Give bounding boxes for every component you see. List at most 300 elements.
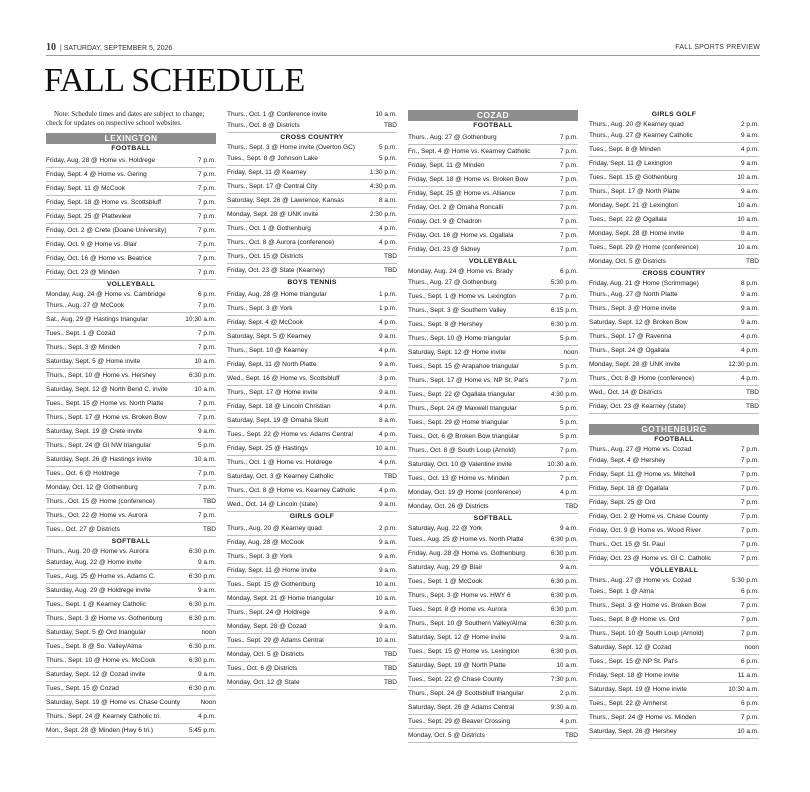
event-time: 10:30 a.m. bbox=[728, 686, 759, 693]
event-time: 10 a.m. bbox=[375, 595, 397, 602]
event-text: Thurs., Oct. 8 @ South Loup (Arnold) bbox=[408, 447, 516, 454]
event-time: 10:30 a.m. bbox=[185, 316, 216, 323]
event-text: Monday, Oct. 5 @ Districts bbox=[408, 732, 485, 739]
schedule-row bbox=[589, 279, 759, 288]
schedule-row bbox=[589, 725, 759, 739]
event-time: 4 p.m. bbox=[740, 375, 759, 382]
event-time: TBD bbox=[384, 122, 397, 129]
event-text: Thurs., Sept. 17 @ Home vs. Broken Bow bbox=[46, 414, 167, 421]
event-text: Friday, Sept. 11 @ Minden bbox=[408, 162, 485, 169]
event-text: Tues., Sept. 15 @ Home vs. North Platte bbox=[46, 400, 164, 407]
event-text: Thurs., Aug. 20 @ Kearney quad bbox=[589, 121, 684, 128]
event-time: 7 p.m. bbox=[197, 213, 216, 220]
event-text: Thurs., Sept. 17 @ Ravenna bbox=[589, 333, 672, 340]
schedule-row bbox=[408, 267, 578, 276]
event-text: Saturday, Sept. 26 @ Lawrence, Kansas bbox=[227, 197, 345, 204]
schedule-row bbox=[46, 710, 216, 724]
schedule-row bbox=[408, 215, 578, 229]
event-text: Thurs., Sept. 24 @ Home vs. Minden bbox=[589, 714, 697, 721]
event-time: 5 p.m. bbox=[559, 363, 578, 370]
schedule-note: Note: Schedule times and dates are subject to change; check for updates on respective school websites. bbox=[46, 110, 205, 127]
schedule-row bbox=[589, 227, 759, 241]
schedule-row bbox=[46, 668, 216, 682]
event-text: Tues., Sept. 8 @ Home vs. Aurora bbox=[408, 606, 507, 613]
schedule-row bbox=[227, 578, 397, 592]
event-text: Saturday, Sept. 12 @ Home invite bbox=[408, 634, 506, 641]
schedule-row bbox=[46, 584, 216, 598]
event-text: Thurs., Oct. 8 @ Home vs. Kearney Catholic bbox=[227, 487, 356, 494]
schedule-row bbox=[46, 425, 216, 439]
schedule-row bbox=[408, 575, 578, 589]
schedule-row bbox=[46, 182, 216, 196]
event-time: 7 p.m. bbox=[197, 227, 216, 234]
event-time: 6 p.m. bbox=[559, 268, 578, 275]
event-time: 9 a.m. bbox=[559, 634, 578, 641]
event-text: Sat., Aug. 29 @ Hastings triangular bbox=[46, 316, 148, 323]
schedule-row bbox=[227, 400, 397, 414]
event-text: Friday, Aug. 28 @ Home vs. Holdrege bbox=[46, 157, 156, 164]
event-time: 9 a.m. bbox=[378, 501, 397, 508]
schedule-row bbox=[46, 341, 216, 355]
schedule-row bbox=[589, 372, 759, 386]
event-time: 5 p.m. bbox=[378, 155, 397, 162]
schedule-row bbox=[589, 585, 759, 599]
event-time: 7 p.m. bbox=[197, 157, 216, 164]
schedule-row bbox=[589, 655, 759, 669]
event-text: Tues., Oct. 13 @ Home vs. Minden bbox=[408, 475, 510, 482]
schedule-row bbox=[589, 316, 759, 330]
event-text: Thurs., Oct. 1 @ Gothenburg bbox=[227, 225, 311, 232]
event-time: 6 p.m. bbox=[197, 291, 216, 298]
schedule-row bbox=[227, 194, 397, 208]
schedule-row bbox=[227, 428, 397, 442]
schedule-row bbox=[227, 484, 397, 498]
event-time: 4 p.m. bbox=[378, 459, 397, 466]
event-text: Thurs., Oct. 22 @ Home vs. Aurora bbox=[46, 512, 148, 519]
event-time: 7 p.m. bbox=[197, 255, 216, 262]
event-time: TBD bbox=[384, 267, 397, 274]
event-time: 9 a.m. bbox=[378, 623, 397, 630]
event-text: Tues., Sept. 8 @ Hershey bbox=[408, 321, 483, 328]
schedule-row bbox=[227, 180, 397, 194]
event-time: 7 p.m. bbox=[197, 470, 216, 477]
event-time: 6:30 p.m. bbox=[188, 601, 216, 608]
schedule-row bbox=[46, 266, 216, 280]
event-time: 7 p.m. bbox=[197, 302, 216, 309]
schedule-row bbox=[227, 330, 397, 344]
schedule-row bbox=[408, 145, 578, 159]
event-text: Saturday, Sept. 5 @ Kearney bbox=[227, 333, 312, 340]
schedule-row bbox=[227, 143, 397, 152]
event-text: Thurs., Sept. 3 @ Minden bbox=[46, 344, 121, 351]
event-text: Tues., Sept. 8 @ Minden bbox=[589, 146, 661, 153]
event-text: Saturday, Sept. 19 @ North Platte bbox=[408, 662, 506, 669]
event-time: 7 p.m. bbox=[740, 602, 759, 609]
event-time: 6 p.m. bbox=[740, 700, 759, 707]
event-time: 6:30 p.m. bbox=[550, 592, 578, 599]
page-folio bbox=[46, 40, 760, 54]
event-time: TBD bbox=[746, 389, 759, 396]
schedule-row bbox=[408, 187, 578, 201]
event-time: 7 p.m. bbox=[740, 616, 759, 623]
sport-heading: CROSS COUNTRY bbox=[280, 134, 344, 141]
schedule-row bbox=[46, 355, 216, 369]
event-time: 6:15 p.m. bbox=[550, 307, 578, 314]
event-text: Saturday, Sept. 12 @ Cozad invite bbox=[46, 671, 146, 678]
event-text: Tues., Aug. 25 @ Home vs. Adams C. bbox=[46, 573, 156, 580]
event-text: Tues., Oct. 6 @ Districts bbox=[227, 665, 298, 672]
school-header: LEXINGTON bbox=[46, 133, 216, 144]
event-text: Thurs., Aug. 20 @ Home vs. Aurora bbox=[46, 548, 149, 555]
event-time: TBD bbox=[203, 526, 216, 533]
event-time: 10 a.m. bbox=[375, 637, 397, 644]
sport-heading: VOLLEYBALL bbox=[106, 281, 156, 288]
schedule-row bbox=[408, 701, 578, 715]
event-time: 2 p.m. bbox=[559, 690, 578, 697]
event-time: 9 a.m. bbox=[378, 567, 397, 574]
event-time: 7 p.m. bbox=[559, 218, 578, 225]
schedule-row bbox=[227, 634, 397, 648]
event-text: Saturday, Sept. 26 @ Hershey bbox=[589, 728, 677, 735]
event-text: Friday, Oct. 2 @ Crete (Doane University) bbox=[46, 227, 167, 234]
event-text: Tues., Sept. 22 @ Chase County bbox=[408, 676, 504, 683]
event-text: Friday, Oct. 23 @ Home vs. GI C. Catholic bbox=[589, 555, 712, 562]
event-time: 10 a.m. bbox=[737, 244, 759, 251]
event-text: Friday, Oct. 23 @ Sidney bbox=[408, 246, 481, 253]
schedule-row bbox=[227, 662, 397, 676]
event-text: Tues., Sept. 8 @ Home vs. Ord bbox=[589, 616, 680, 623]
event-text: Thurs., Aug. 27 @ Gothenburg bbox=[408, 279, 497, 286]
event-text: Thurs., Oct. 15 @ Districts bbox=[227, 253, 304, 260]
schedule-row bbox=[227, 236, 397, 250]
event-time: 7 p.m. bbox=[740, 457, 759, 464]
schedule-row bbox=[46, 299, 216, 313]
event-text: Thurs., Sept. 24 @ GI NW triangular bbox=[46, 442, 151, 449]
event-time: 7 p.m. bbox=[197, 484, 216, 491]
event-text: Tues., Sept. 15 @ Home vs. Lexington bbox=[408, 648, 520, 655]
event-time: 7 p.m. bbox=[740, 446, 759, 453]
schedule-row bbox=[408, 416, 578, 430]
event-time: 5:45 p.m. bbox=[188, 727, 216, 734]
schedule-row bbox=[227, 110, 397, 119]
schedule-row bbox=[46, 598, 216, 612]
event-time: 6:30 p.m. bbox=[550, 620, 578, 627]
event-time: 7 p.m. bbox=[559, 176, 578, 183]
sport-heading: GIRLS GOLF bbox=[289, 513, 335, 520]
event-text: Monday, Sept. 21 @ Home triangular bbox=[227, 595, 334, 602]
event-time: 4 p.m. bbox=[197, 713, 216, 720]
event-time: 5 p.m. bbox=[197, 442, 216, 449]
schedule-row bbox=[408, 131, 578, 145]
schedule-row bbox=[589, 697, 759, 711]
schedule-row bbox=[408, 173, 578, 187]
event-text: Friday, Sept. 11 @ North Platte bbox=[227, 361, 317, 368]
event-time: 7 p.m. bbox=[740, 499, 759, 506]
event-time: 5 p.m. bbox=[559, 405, 578, 412]
event-text: Friday, Sept. 11 @ Lexington bbox=[589, 160, 673, 167]
schedule-row bbox=[589, 302, 759, 316]
event-text: Thurs., Sept. 17 @ Home vs. NP St. Pat's bbox=[408, 377, 529, 384]
schedule-row bbox=[408, 388, 578, 402]
event-time: 4 p.m. bbox=[378, 319, 397, 326]
schedule-row bbox=[589, 344, 759, 358]
event-text: Tues., Sept. 29 @ Home triangular bbox=[408, 419, 509, 426]
event-text: Thurs., Sept. 3 @ Home invite (Overton GC) bbox=[227, 144, 355, 151]
event-text: Saturday, Sept. 12 @ Broken Bow bbox=[589, 319, 688, 326]
event-text: Friday, Aug. 28 @ Home vs. Gothenburg bbox=[408, 550, 526, 557]
schedule-row bbox=[46, 612, 216, 626]
schedule-row bbox=[46, 238, 216, 252]
schedule-row bbox=[589, 468, 759, 482]
event-time: 7 p.m. bbox=[559, 232, 578, 239]
column-1 bbox=[46, 110, 216, 738]
event-text: Saturday, Aug. 29 @ Holdrege invite bbox=[46, 587, 151, 594]
event-time: TBD bbox=[384, 473, 397, 480]
schedule-row bbox=[589, 669, 759, 683]
event-text: Saturday, Sept. 5 @ Home invite bbox=[46, 358, 141, 365]
event-time: 9 a.m. bbox=[740, 230, 759, 237]
schedule-row bbox=[227, 222, 397, 236]
event-text: Tues., Sept. 8 @ Johnson Lake bbox=[227, 155, 318, 162]
event-time: TBD bbox=[746, 258, 759, 265]
schedule-row bbox=[408, 561, 578, 575]
event-text: Fri., Sept. 4 @ Home vs. Kearney Catholic bbox=[408, 148, 531, 155]
event-time: 6 p.m. bbox=[740, 658, 759, 665]
event-text: Monday, Oct. 26 @ Districts bbox=[408, 503, 489, 510]
event-time: 10 a.m. bbox=[194, 358, 216, 365]
event-text: Friday, Oct. 23 @ Kearney (state) bbox=[589, 403, 686, 410]
event-text: Tues., Sept. 29 @ Home (conference) bbox=[589, 244, 699, 251]
event-time: TBD bbox=[384, 253, 397, 260]
schedule-row bbox=[46, 654, 216, 668]
event-text: Thurs., Sept. 10 @ Home triangular bbox=[408, 335, 511, 342]
event-time: 5:30 p.m. bbox=[550, 279, 578, 286]
event-time: 7 p.m. bbox=[197, 199, 216, 206]
sport-heading: GIRLS GOLF bbox=[651, 111, 697, 118]
schedule-row bbox=[46, 556, 216, 570]
event-text: Friday, Sept. 4 @ Hershey bbox=[589, 457, 666, 464]
schedule-row bbox=[408, 547, 578, 561]
event-text: Thurs., Sept. 3 @ Home vs. Gothenburg bbox=[46, 615, 163, 622]
event-text: Thurs., Sept. 10 @ Kearney bbox=[227, 347, 308, 354]
event-text: Monday, Aug. 24 @ Home vs. Brady bbox=[408, 268, 513, 275]
event-time: 9 a.m. bbox=[378, 333, 397, 340]
sport-heading: VOLLEYBALL bbox=[468, 258, 518, 265]
schedule-row bbox=[408, 715, 578, 729]
event-text: Thurs., Sept. 17 @ North Platte bbox=[589, 188, 680, 195]
event-text: Thurs., Sept. 3 @ York bbox=[227, 553, 293, 560]
schedule-row bbox=[227, 648, 397, 662]
event-text: Thurs., Oct. 15 @ St. Paul bbox=[589, 541, 665, 548]
event-text: Tues., Sept. 22 @ Amherst bbox=[589, 700, 667, 707]
schedule-row bbox=[227, 456, 397, 470]
schedule-row bbox=[589, 199, 759, 213]
schedule-row bbox=[46, 696, 216, 710]
schedule-row bbox=[227, 606, 397, 620]
schedule-row bbox=[408, 243, 578, 257]
schedule-row bbox=[589, 641, 759, 655]
event-time: 6:30 p.m. bbox=[550, 536, 578, 543]
event-time: 4 p.m. bbox=[378, 347, 397, 354]
schedule-row bbox=[46, 168, 216, 182]
schedule-row bbox=[46, 369, 216, 383]
event-time: 1 p.m. bbox=[378, 291, 397, 298]
event-time: 2 p.m. bbox=[378, 525, 397, 532]
schedule-row bbox=[408, 617, 578, 631]
event-time: 1:30 p.m. bbox=[369, 169, 397, 176]
event-time: 10 a.m. bbox=[737, 202, 759, 209]
schedule-row bbox=[408, 673, 578, 687]
event-text: Monday, Oct. 19 @ Home (conference) bbox=[408, 489, 522, 496]
event-text: Tues., Oct. 6 @ Broken Bow triangular bbox=[408, 433, 520, 440]
event-text: Thurs., Aug. 27 @ North Platte bbox=[589, 291, 678, 298]
event-time: 2:30 p.m. bbox=[369, 211, 397, 218]
event-time: 7 p.m. bbox=[559, 204, 578, 211]
schedule-row bbox=[408, 346, 578, 360]
event-time: 7 p.m. bbox=[197, 330, 216, 337]
event-time: 7 p.m. bbox=[740, 555, 759, 562]
event-time: 6:30 p.m. bbox=[188, 685, 216, 692]
event-time: 7 p.m. bbox=[559, 447, 578, 454]
schedule-row bbox=[227, 302, 397, 316]
event-text: Saturday, Aug. 22 @ York bbox=[408, 525, 483, 532]
schedule-row bbox=[589, 288, 759, 302]
event-time: 9 a.m. bbox=[740, 319, 759, 326]
event-text: Thurs., Oct. 8 @ Districts bbox=[227, 122, 300, 129]
event-time: 10 a.m. bbox=[194, 456, 216, 463]
event-text: Tues., Sept. 1 @ McCook bbox=[408, 578, 483, 585]
schedule-row bbox=[589, 613, 759, 627]
event-time: 6:30 p.m. bbox=[188, 615, 216, 622]
event-time: 7 p.m. bbox=[559, 148, 578, 155]
event-time: 5 p.m. bbox=[378, 144, 397, 151]
event-time: 7 p.m. bbox=[559, 246, 578, 253]
event-text: Friday, Sept. 18 @ Ogallala bbox=[589, 485, 669, 492]
event-text: Tues., Oct. 6 @ Holdrege bbox=[46, 470, 120, 477]
event-text: Tues., Sept. 15 @ Gothenburg bbox=[589, 174, 678, 181]
event-time: 4 p.m. bbox=[378, 225, 397, 232]
event-time: 9 a.m. bbox=[197, 559, 216, 566]
event-text: Friday, Oct. 9 @ Chadron bbox=[408, 218, 482, 225]
event-time: 11 a.m. bbox=[737, 672, 759, 679]
schedule-row bbox=[227, 250, 397, 264]
event-text: Friday, Sept. 25 @ Platteview bbox=[46, 213, 132, 220]
schedule-row bbox=[589, 576, 759, 585]
schedule-row bbox=[408, 533, 578, 547]
event-text: Friday, Oct. 9 @ Home vs. Blair bbox=[46, 241, 137, 248]
event-time: 6:30 p.m. bbox=[550, 606, 578, 613]
event-text: Wed., Oct. 14 @ Lincoln (state) bbox=[227, 501, 318, 508]
event-time: 9 a.m. bbox=[740, 160, 759, 167]
event-time: 7 p.m. bbox=[559, 134, 578, 141]
sport-heading: SOFTBALL bbox=[473, 515, 513, 522]
event-time: 4 p.m. bbox=[378, 487, 397, 494]
event-text: Tues., Sept. 22 @ Ogallala bbox=[589, 216, 667, 223]
event-text: Monday, Sept. 28 @ UNK invite bbox=[227, 211, 319, 218]
event-time: TBD bbox=[384, 665, 397, 672]
event-text: Friday, Sept. 11 @ McCook bbox=[46, 185, 125, 192]
event-time: 3 p.m. bbox=[378, 375, 397, 382]
event-time: 8 p.m. bbox=[740, 280, 759, 287]
event-text: Thurs., Sept. 17 @ Central City bbox=[227, 183, 318, 190]
schedule-row bbox=[46, 290, 216, 299]
event-time: 5 p.m. bbox=[559, 335, 578, 342]
schedule-row bbox=[589, 538, 759, 552]
column-3 bbox=[408, 110, 578, 743]
event-text: Thurs., Aug. 27 @ Home vs. Cozad bbox=[589, 446, 692, 453]
schedule-row bbox=[227, 564, 397, 578]
sport-heading: CROSS COUNTRY bbox=[642, 270, 706, 277]
section-name: FALL SPORTS PREVIEW bbox=[675, 44, 760, 51]
event-time: 9:30 a.m. bbox=[550, 704, 578, 711]
event-text: Thurs., Sept. 24 @ Kearney Catholic tri. bbox=[46, 713, 161, 720]
event-text: Saturday, Aug. 29 @ Blair bbox=[408, 564, 483, 571]
schedule-row bbox=[408, 318, 578, 332]
event-text: Friday, Aug. 28 @ Home triangular bbox=[227, 291, 327, 298]
event-time: 7 p.m. bbox=[197, 344, 216, 351]
schedule-row bbox=[227, 288, 397, 302]
event-text: Thurs., Oct. 8 @ Home (conference) bbox=[589, 375, 695, 382]
schedule-row bbox=[46, 509, 216, 523]
schedule-row bbox=[227, 470, 397, 484]
event-text: Thurs., Sept. 17 @ Home invite bbox=[227, 389, 318, 396]
event-time: 5 p.m. bbox=[559, 433, 578, 440]
event-time: 5:30 p.m. bbox=[731, 577, 759, 584]
event-text: Thurs., Sept. 10 @ Southern Valley/Alma bbox=[408, 620, 527, 627]
event-time: 9 a.m. bbox=[197, 587, 216, 594]
event-text: Tues., Sept. 29 @ Beaver Crossing bbox=[408, 718, 511, 725]
schedule-row bbox=[46, 313, 216, 327]
event-time: 10 a.m. bbox=[375, 445, 397, 452]
schedule-row bbox=[408, 589, 578, 603]
event-time: 9 a.m. bbox=[378, 539, 397, 546]
header-rule bbox=[46, 55, 760, 56]
event-time: 12:30 p.m. bbox=[728, 361, 759, 368]
event-time: 7 p.m. bbox=[197, 185, 216, 192]
schedule-row bbox=[46, 453, 216, 467]
event-time: 7 p.m. bbox=[740, 541, 759, 548]
schedule-row bbox=[46, 210, 216, 224]
event-text: Saturday, Aug. 22 @ Home invite bbox=[46, 559, 142, 566]
event-time: TBD bbox=[746, 403, 759, 410]
schedule-row bbox=[408, 304, 578, 318]
event-text: Thurs., Sept. 3 @ Home vs. HWY 6 bbox=[408, 592, 511, 599]
event-time: 7 p.m. bbox=[740, 714, 759, 721]
event-text: Tues., Sept. 15 @ Arapahoe triangular bbox=[408, 363, 519, 370]
school-header: COZAD bbox=[408, 110, 578, 121]
schedule-row bbox=[589, 552, 759, 566]
schedule-row bbox=[408, 159, 578, 173]
event-text: Thurs., Aug. 27 @ Home vs. Cozad bbox=[589, 577, 692, 584]
event-time: 9 a.m. bbox=[740, 132, 759, 139]
schedule-row bbox=[227, 414, 397, 428]
event-text: Friday, Aug. 28 @ McCook bbox=[227, 539, 305, 546]
schedule-row bbox=[589, 599, 759, 613]
schedule-row bbox=[589, 157, 759, 171]
schedule-row bbox=[46, 397, 216, 411]
column-4 bbox=[589, 110, 759, 739]
event-time: 7 p.m. bbox=[559, 377, 578, 384]
schedule-row bbox=[408, 229, 578, 243]
sport-heading: FOOTBALL bbox=[111, 145, 151, 152]
event-text: Saturday, Sept. 12 @ Cozad bbox=[589, 644, 672, 651]
schedule-row bbox=[227, 522, 397, 536]
schedule-row bbox=[227, 676, 397, 690]
event-text: Friday, Sept. 11 @ Kearney bbox=[227, 169, 307, 176]
event-text: Saturday, Sept. 12 @ North Bend C. invite bbox=[46, 386, 168, 393]
event-time: 6:30 p.m. bbox=[550, 321, 578, 328]
event-time: 7 p.m. bbox=[559, 475, 578, 482]
